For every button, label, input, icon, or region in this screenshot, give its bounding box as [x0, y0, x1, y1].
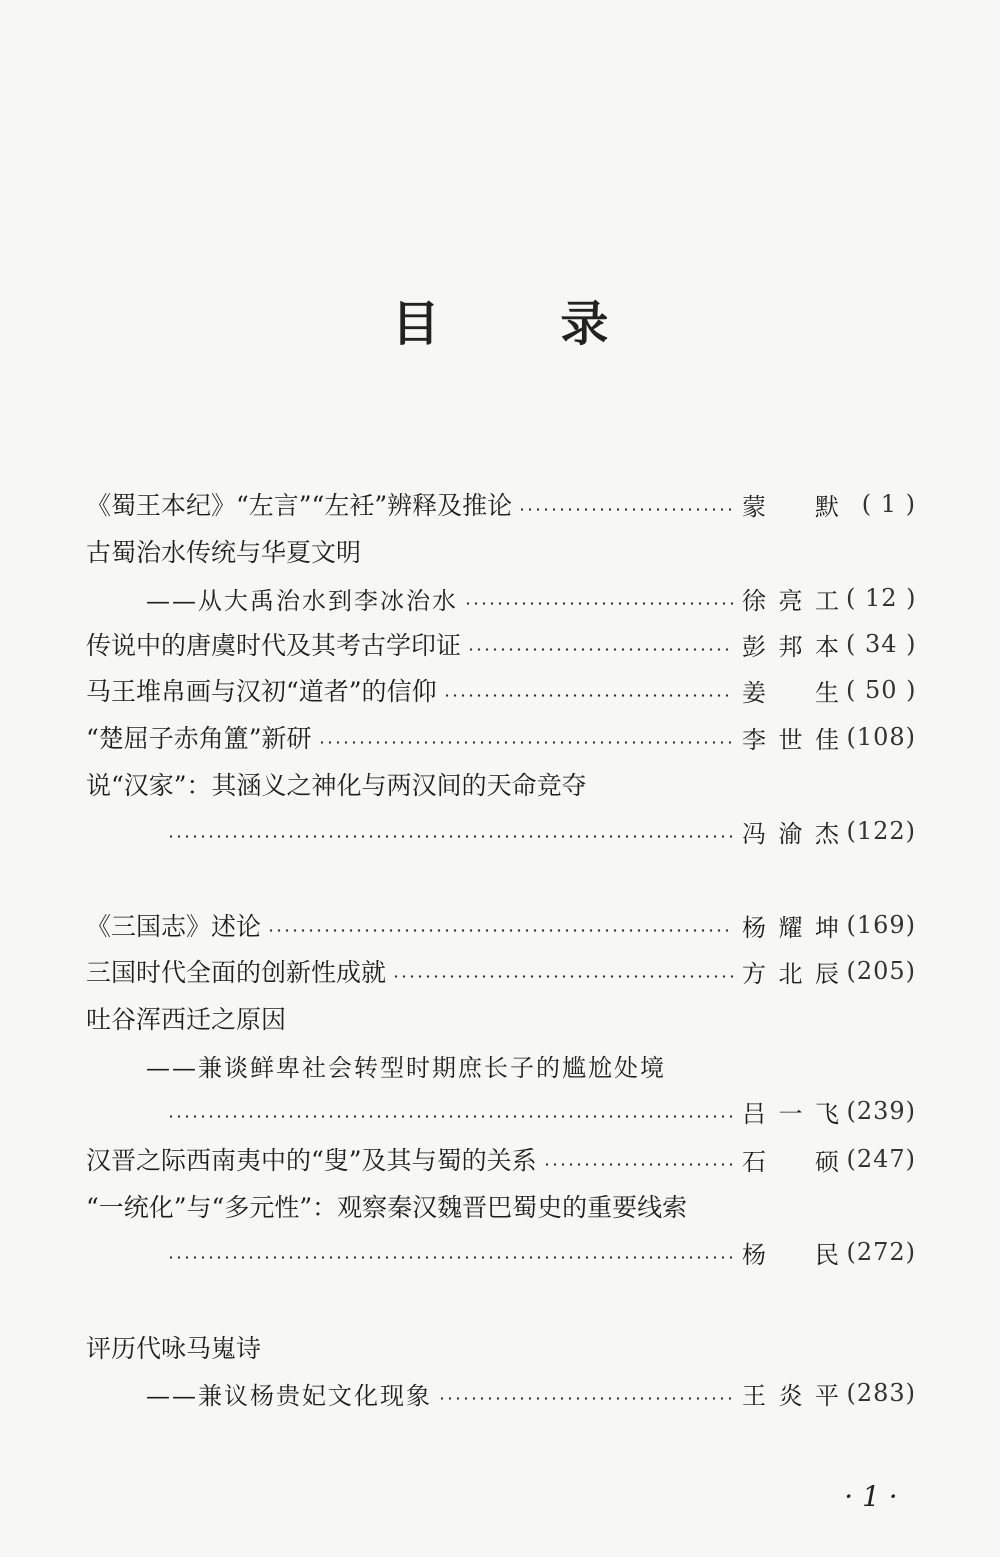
toc-entry-continuation	[86, 1091, 916, 1131]
entry-author: 蒙 默	[742, 492, 840, 521]
toc-entry	[86, 1186, 916, 1226]
entry-page: ( 1 )	[861, 490, 916, 518]
toc-entry	[86, 951, 916, 991]
entry-page: ( 34 )	[846, 630, 917, 658]
toc-entry-subtitle	[86, 1045, 916, 1085]
entry-author: 王炎平	[742, 1381, 840, 1410]
toc-entry	[86, 484, 916, 524]
toc-entry-continuation	[86, 811, 916, 851]
entry-author: 吕一飞	[742, 1099, 840, 1128]
entry-title: 汉晋之际西南夷中的“叟”及其与蜀的关系	[86, 1146, 537, 1175]
entry-page: (108)	[846, 723, 916, 751]
entry-author: 李世佳	[742, 725, 840, 754]
entry-author: 徐亮工	[742, 586, 840, 615]
dot-leader	[267, 929, 734, 932]
entry-page: (283)	[846, 1379, 916, 1407]
dot-leader	[438, 1397, 734, 1400]
dot-leader	[518, 508, 734, 511]
entry-title: 吐谷浑西迁之原因	[86, 1005, 287, 1034]
toc-entry	[86, 905, 916, 945]
entry-title: 评历代咏马嵬诗	[86, 1334, 262, 1363]
toc-entry-continuation	[86, 1232, 916, 1272]
entry-subtitle: ——兼议杨贵妃文化现象	[146, 1381, 432, 1410]
dot-leader	[464, 602, 734, 605]
entry-author: 方北辰	[742, 959, 840, 988]
entry-author: 石 硕	[742, 1147, 840, 1176]
dot-leader	[167, 835, 734, 838]
entry-author: 杨 民	[742, 1240, 840, 1269]
entry-title: 马王堆帛画与汉初“道者”的信仰	[86, 677, 437, 706]
entry-title: “一统化”与“多元性”：观察秦汉魏晋巴蜀史的重要线索	[86, 1193, 688, 1222]
toc-entry-subtitle	[86, 1373, 916, 1413]
dot-leader	[543, 1163, 734, 1166]
toc-entry	[86, 624, 916, 664]
entry-title: 说“汉家”：其涵义之神化与两汉间的天命竞夺	[86, 771, 587, 800]
entry-page: (169)	[846, 911, 916, 939]
entry-subtitle: ——从大禹治水到李冰治水	[146, 586, 458, 615]
toc-entry	[86, 531, 916, 571]
entry-page: ( 50 )	[846, 676, 917, 704]
entry-page: (122)	[846, 817, 916, 845]
page-number: · 1 ·	[844, 1480, 898, 1513]
entry-page: (205)	[846, 957, 916, 985]
toc-entry	[86, 764, 916, 804]
entry-title: “楚屈子赤角簠”新研	[86, 724, 312, 753]
dot-leader	[467, 648, 734, 651]
entry-page: (239)	[846, 1097, 916, 1125]
entry-author: 冯渝杰	[742, 819, 840, 848]
entry-title: 三国时代全面的创新性成就	[86, 958, 387, 987]
dot-leader	[318, 741, 734, 744]
entry-title: 《蜀王本纪》“左言”“左衽”辨释及推论	[86, 491, 513, 520]
dot-leader	[392, 975, 734, 978]
toc-entry	[86, 670, 916, 710]
entry-author: 姜 生	[742, 678, 840, 707]
toc-entry	[86, 998, 916, 1038]
entry-author: 彭邦本	[742, 632, 840, 661]
dot-leader	[167, 1115, 734, 1118]
toc-entry	[86, 1139, 916, 1179]
page-title: 目 录	[391, 296, 661, 352]
entry-title: 《三国志》述论	[86, 912, 262, 941]
entry-subtitle: ——兼谈鲜卑社会转型时期庶长子的尴尬处境	[146, 1053, 666, 1082]
dot-leader	[167, 1256, 734, 1259]
entry-title: 古蜀治水传统与华夏文明	[86, 538, 362, 567]
toc-entry-subtitle	[86, 578, 916, 618]
dot-leader	[443, 694, 734, 697]
entry-page: ( 12 )	[846, 584, 917, 612]
entry-title: 传说中的唐虞时代及其考古学印证	[86, 631, 462, 660]
entry-page: (272)	[846, 1238, 916, 1266]
entry-author: 杨耀坤	[742, 913, 840, 942]
entry-page: (247)	[846, 1145, 916, 1173]
toc-entry	[86, 1327, 916, 1367]
toc-entry	[86, 717, 916, 757]
